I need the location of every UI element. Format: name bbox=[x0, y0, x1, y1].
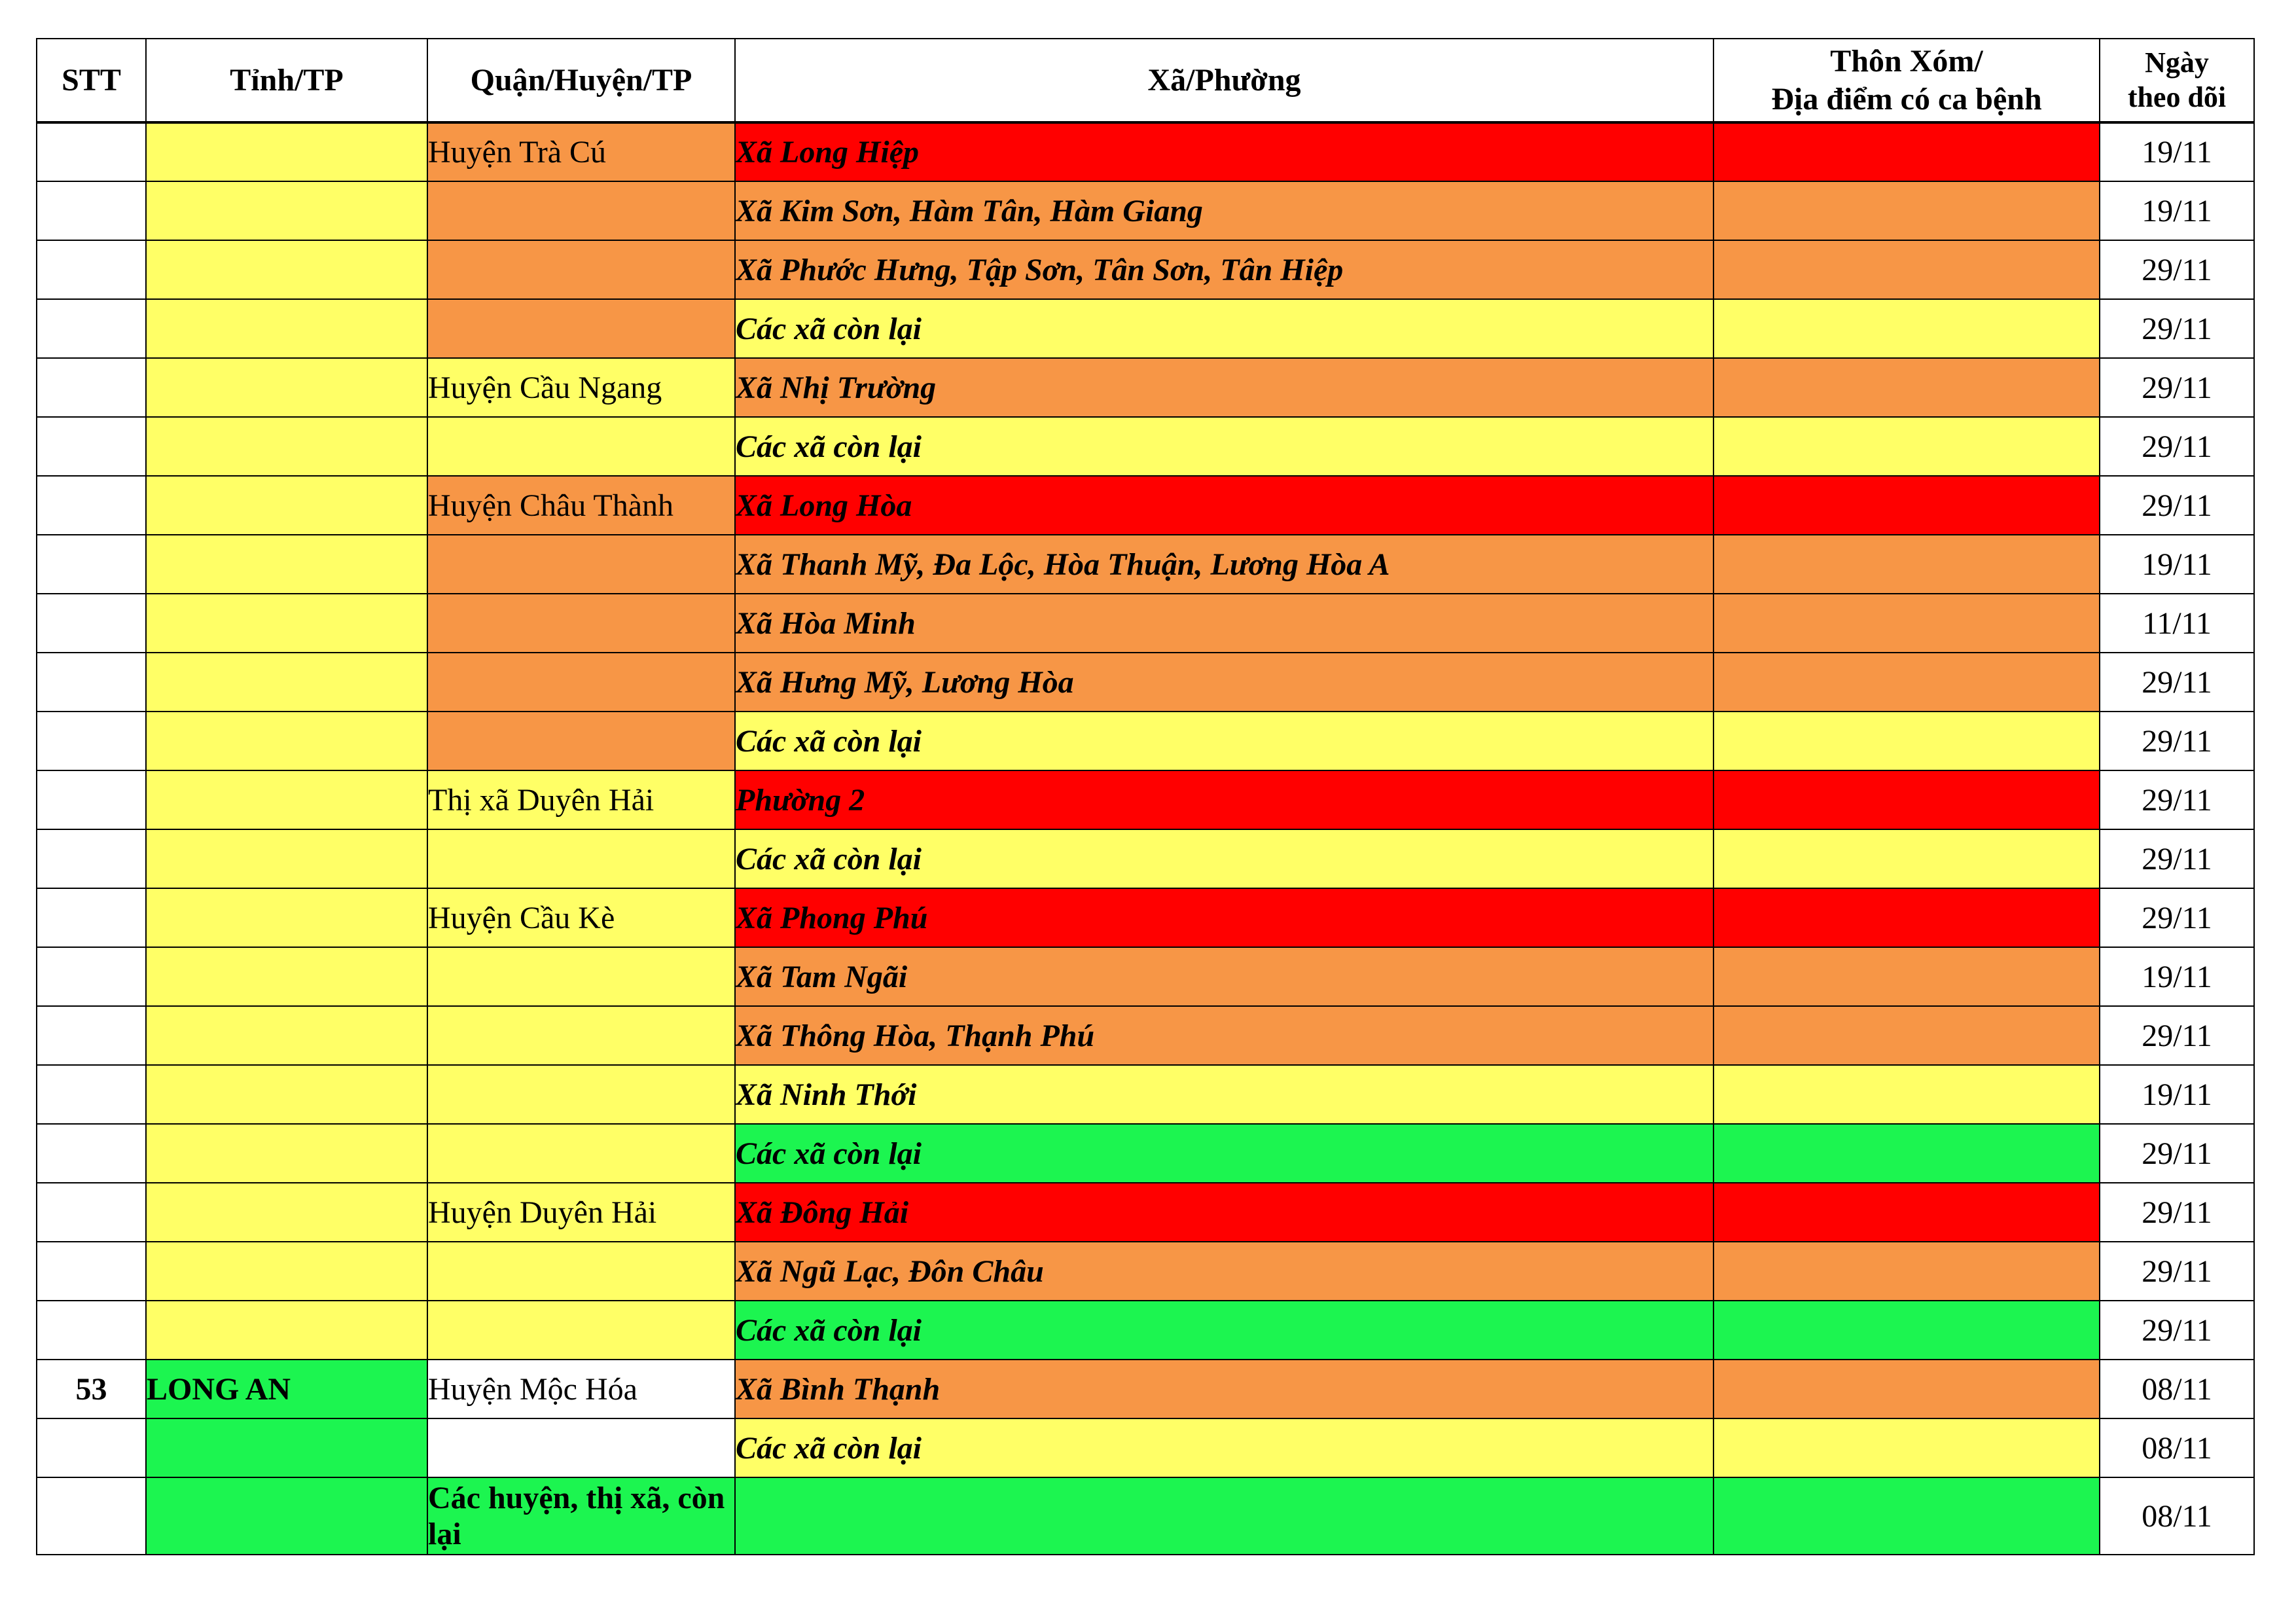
ward-cell: Các xã còn lại bbox=[735, 1301, 1713, 1360]
table-row bbox=[37, 535, 2254, 594]
place-cell bbox=[1713, 240, 2100, 299]
header-ward: Xã/Phường bbox=[735, 39, 1713, 122]
place-cell bbox=[1713, 829, 2100, 888]
place-cell bbox=[1713, 594, 2100, 653]
district-cell: Huyện Mộc Hóa bbox=[427, 1360, 735, 1418]
place-cell bbox=[1713, 1242, 2100, 1301]
table-row bbox=[37, 1006, 2254, 1065]
stt-cell bbox=[37, 122, 146, 181]
ward-cell: Xã Kim Sơn, Hàm Tân, Hàm Giang bbox=[735, 181, 1713, 240]
table-row bbox=[37, 888, 2254, 947]
date-cell: 08/11 bbox=[2100, 1477, 2254, 1555]
place-cell bbox=[1713, 1360, 2100, 1418]
table-row bbox=[37, 299, 2254, 358]
province-cell bbox=[146, 770, 427, 829]
ward-cell: Các xã còn lại bbox=[735, 417, 1713, 476]
district-cell bbox=[427, 1242, 735, 1301]
place-cell bbox=[1713, 1065, 2100, 1124]
stt-cell bbox=[37, 770, 146, 829]
province-cell bbox=[146, 417, 427, 476]
province-cell bbox=[146, 181, 427, 240]
table-row bbox=[37, 947, 2254, 1006]
table-row bbox=[37, 770, 2254, 829]
stt-cell bbox=[37, 653, 146, 712]
district-cell bbox=[427, 299, 735, 358]
table-row bbox=[37, 594, 2254, 653]
stt-cell bbox=[37, 712, 146, 770]
table-row bbox=[37, 1477, 2254, 1555]
province-cell bbox=[146, 476, 427, 535]
date-cell: 19/11 bbox=[2100, 122, 2254, 181]
header-date bbox=[2100, 39, 2254, 122]
stt-cell bbox=[37, 1301, 146, 1360]
province-cell bbox=[146, 1124, 427, 1183]
district-cell bbox=[427, 417, 735, 476]
ward-cell: Các xã còn lại bbox=[735, 1124, 1713, 1183]
header-district: Quận/Huyện/TP bbox=[427, 39, 735, 122]
table-row bbox=[37, 1301, 2254, 1360]
stt-cell bbox=[37, 240, 146, 299]
stt-cell bbox=[37, 1065, 146, 1124]
district-cell bbox=[427, 1006, 735, 1065]
district-cell bbox=[427, 947, 735, 1006]
table-row bbox=[37, 240, 2254, 299]
district-cell bbox=[427, 1065, 735, 1124]
header-place-line2: Địa điểm có ca bệnh bbox=[1771, 81, 2042, 117]
place-cell bbox=[1713, 358, 2100, 417]
date-cell: 19/11 bbox=[2100, 181, 2254, 240]
ward-cell: Xã Thanh Mỹ, Đa Lộc, Hòa Thuận, Lương Hòa A bbox=[735, 535, 1713, 594]
place-cell bbox=[1713, 417, 2100, 476]
place-cell bbox=[1713, 770, 2100, 829]
header-place-line1: Thôn Xóm/ bbox=[1830, 43, 1983, 79]
place-cell bbox=[1713, 476, 2100, 535]
province-cell bbox=[146, 1418, 427, 1477]
header-date-line1: Ngày bbox=[2145, 46, 2209, 79]
ward-cell: Xã Phước Hưng, Tập Sơn, Tân Sơn, Tân Hiệp bbox=[735, 240, 1713, 299]
table-row bbox=[37, 181, 2254, 240]
district-cell: Huyện Châu Thành bbox=[427, 476, 735, 535]
header-row bbox=[37, 39, 2254, 122]
ward-cell: Xã Nhị Trường bbox=[735, 358, 1713, 417]
place-cell bbox=[1713, 1477, 2100, 1555]
place-cell bbox=[1713, 888, 2100, 947]
ward-cell: Xã Hưng Mỹ, Lương Hòa bbox=[735, 653, 1713, 712]
table-row bbox=[37, 122, 2254, 181]
table-row bbox=[37, 1124, 2254, 1183]
district-cell: Các huyện, thị xã, còn lại bbox=[427, 1477, 735, 1555]
district-cell bbox=[427, 594, 735, 653]
district-cell bbox=[427, 712, 735, 770]
table-row bbox=[37, 653, 2254, 712]
ward-cell: Phường 2 bbox=[735, 770, 1713, 829]
district-cell bbox=[427, 1418, 735, 1477]
stt-cell bbox=[37, 594, 146, 653]
ward-cell: Xã Tam Ngãi bbox=[735, 947, 1713, 1006]
ward-cell: Xã Hòa Minh bbox=[735, 594, 1713, 653]
table-row bbox=[37, 358, 2254, 417]
province-cell: LONG AN bbox=[146, 1360, 427, 1418]
ward-cell: Các xã còn lại bbox=[735, 1418, 1713, 1477]
date-cell: 29/11 bbox=[2100, 770, 2254, 829]
district-cell bbox=[427, 1301, 735, 1360]
district-cell: Huyện Duyên Hải bbox=[427, 1183, 735, 1242]
table-row bbox=[37, 1418, 2254, 1477]
stt-cell bbox=[37, 1477, 146, 1555]
stt-cell bbox=[37, 476, 146, 535]
date-cell: 29/11 bbox=[2100, 358, 2254, 417]
date-cell: 29/11 bbox=[2100, 417, 2254, 476]
stt-cell bbox=[37, 1124, 146, 1183]
date-cell: 29/11 bbox=[2100, 888, 2254, 947]
place-cell bbox=[1713, 122, 2100, 181]
province-cell bbox=[146, 1183, 427, 1242]
stt-cell bbox=[37, 535, 146, 594]
stt-cell bbox=[37, 888, 146, 947]
table-row bbox=[37, 1183, 2254, 1242]
date-cell: 11/11 bbox=[2100, 594, 2254, 653]
ward-cell: Xã Đông Hải bbox=[735, 1183, 1713, 1242]
district-cell bbox=[427, 653, 735, 712]
ward-cell: Xã Bình Thạnh bbox=[735, 1360, 1713, 1418]
ward-cell: Xã Long Hiệp bbox=[735, 122, 1713, 181]
place-cell bbox=[1713, 1418, 2100, 1477]
district-cell: Huyện Trà Cú bbox=[427, 122, 735, 181]
table-row bbox=[37, 829, 2254, 888]
stt-cell bbox=[37, 417, 146, 476]
place-cell bbox=[1713, 181, 2100, 240]
ward-cell: Xã Long Hòa bbox=[735, 476, 1713, 535]
province-cell bbox=[146, 358, 427, 417]
place-cell bbox=[1713, 712, 2100, 770]
place-cell bbox=[1713, 1183, 2100, 1242]
ward-cell: Xã Phong Phú bbox=[735, 888, 1713, 947]
place-cell bbox=[1713, 299, 2100, 358]
table-row bbox=[37, 712, 2254, 770]
ward-cell bbox=[735, 1477, 1713, 1555]
table-row bbox=[37, 1242, 2254, 1301]
province-cell bbox=[146, 829, 427, 888]
district-cell bbox=[427, 181, 735, 240]
header-date-line2: theo dõi bbox=[2127, 81, 2227, 113]
date-cell: 19/11 bbox=[2100, 1065, 2254, 1124]
table-row bbox=[37, 1065, 2254, 1124]
province-cell bbox=[146, 535, 427, 594]
table-row bbox=[37, 417, 2254, 476]
province-cell bbox=[146, 1065, 427, 1124]
date-cell: 08/11 bbox=[2100, 1360, 2254, 1418]
district-cell: Huyện Cầu Kè bbox=[427, 888, 735, 947]
date-cell: 29/11 bbox=[2100, 1006, 2254, 1065]
stt-cell bbox=[37, 1242, 146, 1301]
date-cell: 29/11 bbox=[2100, 240, 2254, 299]
date-cell: 29/11 bbox=[2100, 1183, 2254, 1242]
place-cell bbox=[1713, 1301, 2100, 1360]
ward-cell: Xã Ngũ Lạc, Đôn Châu bbox=[735, 1242, 1713, 1301]
province-cell bbox=[146, 712, 427, 770]
ward-cell: Xã Ninh Thới bbox=[735, 1065, 1713, 1124]
date-cell: 19/11 bbox=[2100, 947, 2254, 1006]
province-cell bbox=[146, 1006, 427, 1065]
date-cell: 29/11 bbox=[2100, 476, 2254, 535]
date-cell: 29/11 bbox=[2100, 653, 2254, 712]
header-stt: STT bbox=[37, 39, 146, 122]
date-cell: 29/11 bbox=[2100, 829, 2254, 888]
province-cell bbox=[146, 888, 427, 947]
province-cell bbox=[146, 947, 427, 1006]
province-cell bbox=[146, 1477, 427, 1555]
ward-cell: Các xã còn lại bbox=[735, 712, 1713, 770]
place-cell bbox=[1713, 535, 2100, 594]
stt-cell bbox=[37, 1006, 146, 1065]
province-cell bbox=[146, 1242, 427, 1301]
date-cell: 19/11 bbox=[2100, 535, 2254, 594]
district-cell bbox=[427, 1124, 735, 1183]
district-cell: Huyện Cầu Ngang bbox=[427, 358, 735, 417]
date-cell: 29/11 bbox=[2100, 299, 2254, 358]
table-row bbox=[37, 1360, 2254, 1418]
district-cell: Thị xã Duyên Hải bbox=[427, 770, 735, 829]
header-province: Tỉnh/TP bbox=[146, 39, 427, 122]
place-cell bbox=[1713, 1124, 2100, 1183]
province-cell bbox=[146, 240, 427, 299]
stt-cell bbox=[37, 358, 146, 417]
province-cell bbox=[146, 594, 427, 653]
place-cell bbox=[1713, 653, 2100, 712]
province-cell bbox=[146, 299, 427, 358]
ward-cell: Các xã còn lại bbox=[735, 829, 1713, 888]
header-place bbox=[1713, 39, 2100, 122]
date-cell: 29/11 bbox=[2100, 1301, 2254, 1360]
date-cell: 29/11 bbox=[2100, 1242, 2254, 1301]
place-cell bbox=[1713, 1006, 2100, 1065]
district-cell bbox=[427, 240, 735, 299]
stt-cell bbox=[37, 829, 146, 888]
province-cell bbox=[146, 653, 427, 712]
date-cell: 08/11 bbox=[2100, 1418, 2254, 1477]
covid-risk-table bbox=[36, 38, 2255, 1555]
ward-cell: Xã Thông Hòa, Thạnh Phú bbox=[735, 1006, 1713, 1065]
date-cell: 29/11 bbox=[2100, 712, 2254, 770]
stt-cell bbox=[37, 1418, 146, 1477]
place-cell bbox=[1713, 947, 2100, 1006]
stt-cell bbox=[37, 299, 146, 358]
district-cell bbox=[427, 535, 735, 594]
province-cell bbox=[146, 122, 427, 181]
stt-cell bbox=[37, 1183, 146, 1242]
district-cell bbox=[427, 829, 735, 888]
stt-cell bbox=[37, 181, 146, 240]
stt-cell bbox=[37, 947, 146, 1006]
date-cell: 29/11 bbox=[2100, 1124, 2254, 1183]
ward-cell: Các xã còn lại bbox=[735, 299, 1713, 358]
province-cell bbox=[146, 1301, 427, 1360]
stt-cell: 53 bbox=[37, 1360, 146, 1418]
table-row bbox=[37, 476, 2254, 535]
